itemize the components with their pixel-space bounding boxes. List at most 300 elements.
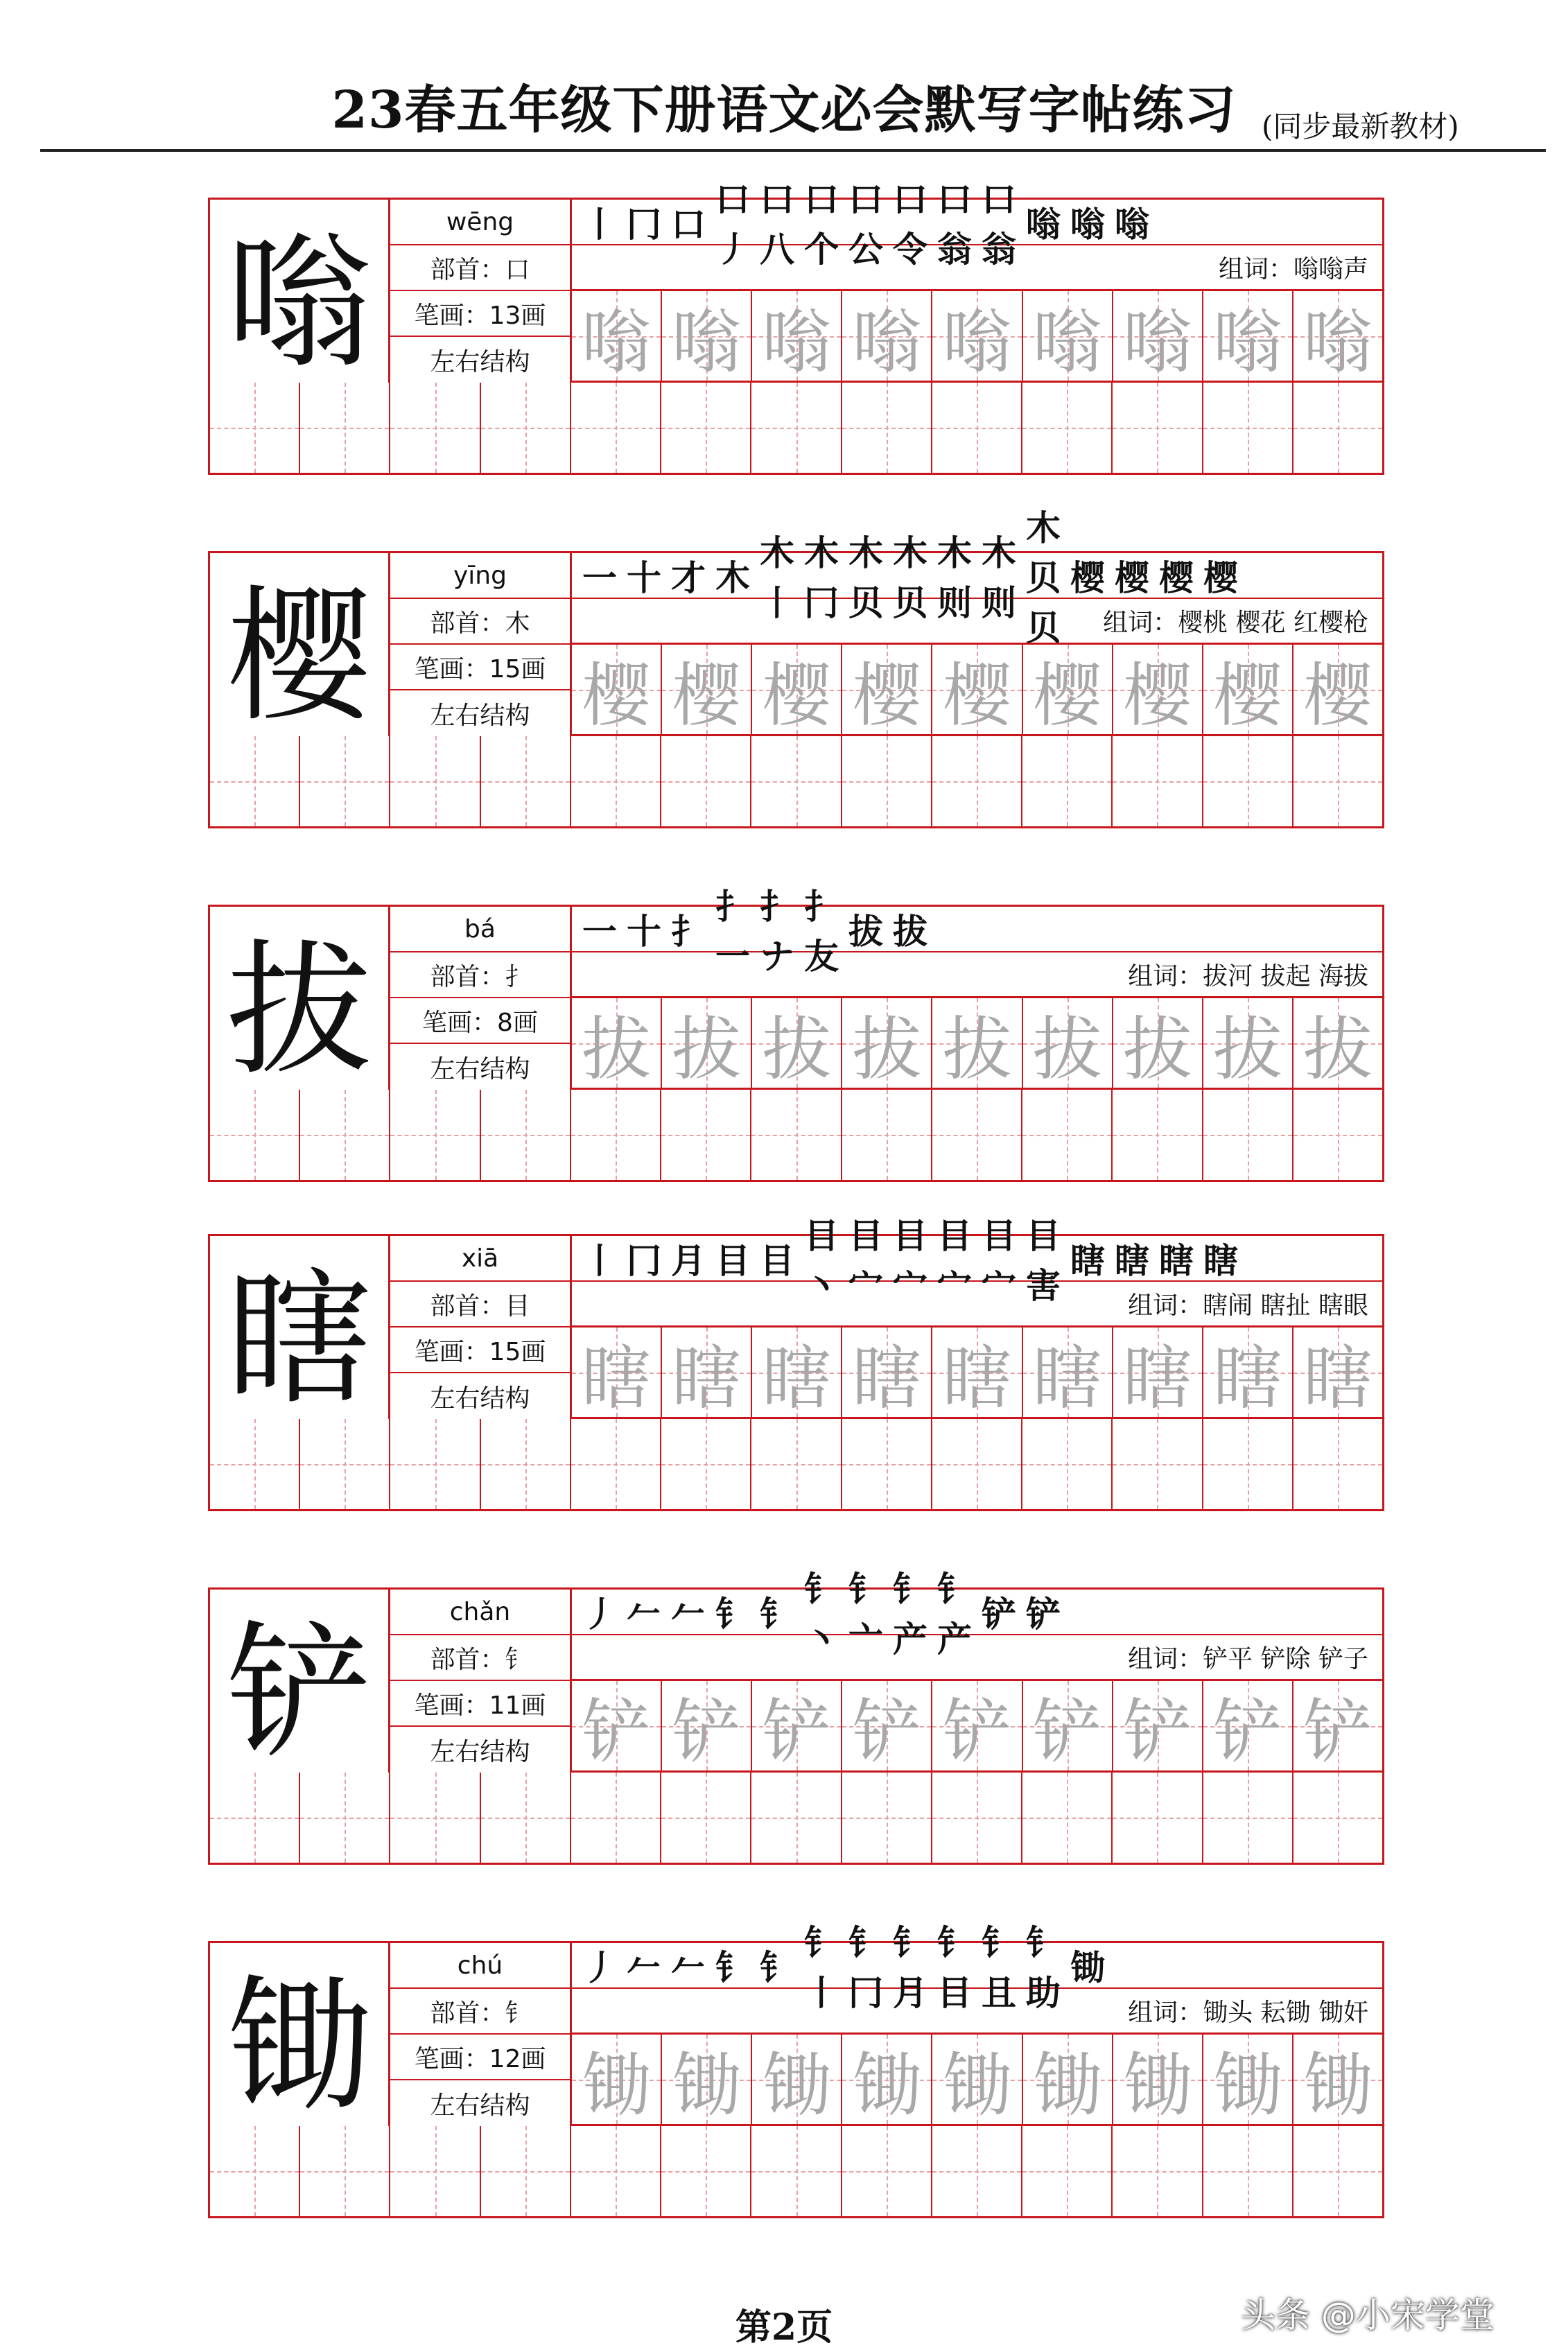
- writing-cell[interactable]: [1292, 736, 1382, 826]
- writing-cell[interactable]: [389, 736, 479, 826]
- writing-cell[interactable]: [210, 383, 299, 473]
- writing-cell[interactable]: [210, 1090, 299, 1180]
- writing-cell[interactable]: [931, 383, 1021, 473]
- writing-cell[interactable]: [1202, 1419, 1292, 1509]
- page-title: 23春五年级下册语文必会默写字帖练习: [331, 80, 1237, 140]
- stroke-step: 一: [582, 912, 617, 952]
- writing-cell[interactable]: [1021, 1419, 1111, 1509]
- writing-cell[interactable]: [1292, 1773, 1382, 1863]
- stroke-step: 口八: [760, 180, 794, 270]
- tracing-row: [572, 1328, 1382, 1419]
- tracing-character: 铲: [1032, 1691, 1102, 1773]
- model-character: 嗡: [210, 200, 390, 383]
- stroke-step: 扌一: [715, 887, 750, 977]
- stroke-step: 钅助: [1026, 1923, 1061, 2013]
- tracing-cell[interactable]: [1202, 291, 1292, 381]
- tracing-cell[interactable]: [751, 1328, 841, 1417]
- stroke-step: 丿: [582, 1948, 617, 1988]
- stroke-step: 木贝贝: [1026, 508, 1061, 648]
- stroke-step: 目宀: [893, 1216, 927, 1306]
- tracing-cell[interactable]: [1202, 998, 1292, 1088]
- tracing-cell[interactable]: [1292, 291, 1382, 381]
- tracing-character: 铲: [852, 1691, 922, 1773]
- stroke-step: 丿: [582, 1594, 617, 1635]
- writing-cell[interactable]: [1202, 1090, 1292, 1180]
- tracing-character: 嗡: [1212, 301, 1282, 383]
- stroke-step: 钅亠: [848, 1569, 883, 1660]
- stroke-step: 目宀: [937, 1216, 972, 1306]
- tracing-cell[interactable]: [841, 645, 931, 734]
- tracing-character: 嗡: [672, 301, 742, 383]
- tracing-cell[interactable]: [841, 2035, 931, 2124]
- writing-cell[interactable]: [841, 736, 931, 826]
- tracing-cell[interactable]: [751, 291, 841, 381]
- tracing-character: 嗡: [942, 301, 1012, 383]
- stroke-step: 冂: [627, 204, 661, 245]
- stroke-step: 樱: [1203, 558, 1238, 598]
- writing-cell[interactable]: [660, 1419, 750, 1509]
- stroke-step: 钅目: [937, 1923, 972, 2013]
- page-number: 第2页: [735, 2306, 833, 2349]
- stroke-step: 钅: [715, 1594, 750, 1635]
- writing-cell[interactable]: [1021, 1090, 1111, 1180]
- practice-block: [208, 1569, 1384, 1865]
- stroke-step: 瞎: [1203, 1241, 1238, 1281]
- tracing-cell[interactable]: [572, 645, 661, 734]
- stroke-step: 瞎: [1070, 1241, 1105, 1281]
- structure-label: 左右结构: [430, 2091, 530, 2120]
- character-info: [390, 1236, 572, 1419]
- structure-label: 左右结构: [430, 1737, 530, 1766]
- tracing-cell[interactable]: [1112, 998, 1202, 1088]
- tracing-character: 瞎: [852, 1337, 922, 1419]
- tracing-cell[interactable]: [661, 645, 751, 734]
- stroke-step: 嗡: [1115, 204, 1149, 245]
- tracing-cell[interactable]: [931, 998, 1021, 1088]
- tracing-row: [572, 1681, 1382, 1773]
- writing-cell[interactable]: [750, 383, 840, 473]
- tracing-cell[interactable]: [1292, 2035, 1382, 2124]
- word-examples: 组词：瞎闹 瞎扯 瞎眼: [572, 1282, 1382, 1328]
- stroke-step: 木则: [937, 533, 972, 623]
- writing-cell[interactable]: [1021, 1773, 1111, 1863]
- tracing-character: 瞎: [582, 1337, 652, 1419]
- writing-cell[interactable]: [299, 1419, 389, 1509]
- tracing-character: 拔: [852, 1008, 922, 1090]
- stroke-count-label: 笔画：8画: [390, 998, 570, 1044]
- tracing-character: 锄: [672, 2044, 742, 2126]
- tracing-character: 瞎: [1212, 1337, 1282, 1419]
- tracing-character: 锄: [1032, 2044, 1102, 2126]
- writing-cell[interactable]: [1111, 2126, 1201, 2216]
- writing-cell[interactable]: [480, 1773, 570, 1863]
- pinyin-label: chǎn: [390, 1590, 570, 1635]
- tracing-cell[interactable]: [572, 2035, 661, 2124]
- writing-cell[interactable]: [841, 1773, 931, 1863]
- writing-cell[interactable]: [1292, 383, 1382, 473]
- radical-label: 部首：目: [390, 1282, 570, 1328]
- writing-cell[interactable]: [1111, 736, 1201, 826]
- writing-cell[interactable]: [660, 1773, 750, 1863]
- writing-cell[interactable]: [1021, 736, 1111, 826]
- model-character: 铲: [210, 1590, 390, 1773]
- stroke-step: 扌友: [804, 887, 839, 977]
- writing-cell[interactable]: [660, 736, 750, 826]
- tracing-row: [572, 2035, 1382, 2126]
- tracing-character: 铲: [1303, 1691, 1373, 1773]
- tracing-cell[interactable]: [572, 998, 661, 1088]
- word-examples: 组词：嗡嗡声: [572, 245, 1382, 291]
- stroke-step: 目: [760, 1241, 794, 1281]
- stroke-count-label: 笔画：15画: [390, 1328, 570, 1373]
- writing-cell[interactable]: [841, 1419, 931, 1509]
- writing-cell[interactable]: [210, 1419, 299, 1509]
- writing-cell[interactable]: [299, 1090, 389, 1180]
- pinyin-label: yīng: [390, 553, 570, 599]
- stroke-step: 钅冂: [848, 1923, 883, 2013]
- tracing-cell[interactable]: [931, 2035, 1021, 2124]
- writing-cell[interactable]: [660, 1090, 750, 1180]
- tracing-cell[interactable]: [1112, 1328, 1202, 1417]
- stroke-step: 拔: [893, 912, 927, 952]
- writing-cell[interactable]: [480, 2126, 570, 2216]
- stroke-step: 𠂉: [627, 1948, 661, 1988]
- tracing-cell[interactable]: [841, 998, 931, 1088]
- tracing-cell[interactable]: [1022, 1681, 1112, 1773]
- stroke-step: 口翁: [937, 180, 972, 270]
- stroke-step: 一: [582, 558, 617, 598]
- tracing-cell[interactable]: [661, 998, 751, 1088]
- writing-cell[interactable]: [1202, 383, 1292, 473]
- tracing-cell[interactable]: [931, 1328, 1021, 1417]
- model-character: 樱: [210, 553, 390, 736]
- writing-cell[interactable]: [570, 1773, 660, 1863]
- writing-cell[interactable]: [299, 383, 389, 473]
- writing-cell[interactable]: [210, 736, 299, 826]
- writing-cell[interactable]: [1111, 1090, 1201, 1180]
- tracing-character: 嗡: [582, 301, 652, 383]
- structure-label: 左右结构: [430, 1384, 530, 1413]
- tracing-cell[interactable]: [572, 1681, 661, 1773]
- page-subtitle: (同步最新教材): [1262, 110, 1459, 143]
- tracing-character: 瞎: [1122, 1337, 1192, 1419]
- stroke-step: 木则: [982, 533, 1016, 623]
- writing-cell[interactable]: [1292, 2126, 1382, 2216]
- practice-block: [208, 1923, 1384, 2218]
- stroke-step: 钅产: [893, 1569, 927, 1660]
- tracing-cell[interactable]: [1112, 1681, 1202, 1773]
- stroke-step: 目宀: [848, 1216, 883, 1306]
- tracing-character: 拔: [1303, 1008, 1373, 1090]
- stroke-step: 钅且: [982, 1923, 1016, 2013]
- stroke-step: 锄: [1070, 1948, 1105, 1988]
- stroke-step: 钅月: [893, 1923, 927, 2013]
- stroke-step: 瞎: [1159, 1241, 1194, 1281]
- tracing-cell[interactable]: [1292, 1328, 1382, 1417]
- practice-block: [208, 1216, 1384, 1511]
- stroke-step: 口: [671, 204, 706, 245]
- tracing-character: 樱: [1212, 654, 1282, 736]
- writing-cell[interactable]: [750, 2126, 840, 2216]
- stroke-step: 口个: [804, 180, 839, 270]
- blank-writing-row: [210, 1773, 1382, 1863]
- stroke-step: 𠂉: [627, 1594, 661, 1635]
- stroke-step: 目: [715, 1241, 750, 1281]
- writing-cell[interactable]: [210, 1773, 299, 1863]
- writing-cell[interactable]: [1202, 1773, 1292, 1863]
- stroke-step: 拔: [848, 912, 883, 952]
- structure-label: 左右结构: [430, 1054, 530, 1083]
- stroke-step: 十: [627, 912, 661, 952]
- writing-cell[interactable]: [750, 1419, 840, 1509]
- tracing-cell[interactable]: [1202, 2035, 1292, 2124]
- writing-cell[interactable]: [1202, 2126, 1292, 2216]
- tracing-cell[interactable]: [1112, 2035, 1202, 2124]
- stroke-step: 铲: [982, 1594, 1016, 1635]
- character-info: [390, 553, 572, 736]
- writing-cell[interactable]: [931, 2126, 1021, 2216]
- practice-block: [208, 508, 1384, 828]
- tracing-cell[interactable]: [1112, 645, 1202, 734]
- tracing-character: 铲: [672, 1691, 742, 1773]
- stroke-step: 瞎: [1115, 1241, 1149, 1281]
- stroke-step: 才: [671, 558, 706, 598]
- tracing-character: 嗡: [852, 301, 922, 383]
- writing-cell[interactable]: [1021, 2126, 1111, 2216]
- stroke-step: 丨: [582, 204, 617, 245]
- writing-cell[interactable]: [299, 1773, 389, 1863]
- tracing-character: 拔: [582, 1008, 652, 1090]
- tracing-character: 铲: [1122, 1691, 1192, 1773]
- tracing-cell[interactable]: [1022, 1328, 1112, 1417]
- writing-cell[interactable]: [570, 736, 660, 826]
- radical-label: 部首：钅: [390, 1635, 570, 1681]
- tracing-cell[interactable]: [1022, 645, 1112, 734]
- tracing-cell[interactable]: [1112, 291, 1202, 381]
- stroke-step: 钅丶: [804, 1569, 839, 1660]
- stroke-step: 铲: [1026, 1594, 1061, 1635]
- writing-cell[interactable]: [1021, 383, 1111, 473]
- writing-cell[interactable]: [750, 1090, 840, 1180]
- blank-writing-row: [210, 383, 1382, 473]
- model-character: 锄: [210, 1943, 390, 2126]
- tracing-character: 拔: [942, 1008, 1012, 1090]
- stroke-count-label: 笔画：11画: [390, 1681, 570, 1727]
- tracing-character: 嗡: [1122, 301, 1192, 383]
- stroke-step: 钅丨: [804, 1923, 839, 2013]
- tracing-character: 瞎: [942, 1337, 1012, 1419]
- tracing-character: 樱: [1122, 654, 1192, 736]
- tracing-character: 拔: [672, 1008, 742, 1090]
- tracing-character: 嗡: [1032, 301, 1102, 383]
- writing-cell[interactable]: [931, 1090, 1021, 1180]
- writing-cell[interactable]: [389, 1090, 479, 1180]
- tracing-cell[interactable]: [841, 1681, 931, 1773]
- stroke-step: 嗡: [1070, 204, 1105, 245]
- tracing-character: 锄: [762, 2044, 832, 2126]
- tracing-character: 嗡: [762, 301, 832, 383]
- tracing-cell[interactable]: [572, 1328, 661, 1417]
- word-examples: 组词：锄头 耘锄 锄奸: [572, 1989, 1382, 2035]
- writing-cell[interactable]: [480, 736, 570, 826]
- writing-cell[interactable]: [299, 2126, 389, 2216]
- tracing-cell[interactable]: [661, 291, 751, 381]
- tracing-cell[interactable]: [931, 1681, 1021, 1773]
- writing-cell[interactable]: [1111, 1419, 1201, 1509]
- tracing-cell[interactable]: [931, 291, 1021, 381]
- watermark: 头条 @小宋学堂: [1241, 2295, 1495, 2335]
- stroke-step: 口公: [848, 180, 883, 270]
- stroke-step: 嗡: [1026, 204, 1061, 245]
- tracing-character: 铲: [942, 1691, 1012, 1773]
- tracing-cell[interactable]: [1022, 2035, 1112, 2124]
- writing-cell[interactable]: [1111, 1773, 1201, 1863]
- tracing-character: 樱: [762, 654, 832, 736]
- writing-cell[interactable]: [570, 2126, 660, 2216]
- stroke-step: 樱: [1070, 558, 1105, 598]
- character-info: [390, 1943, 572, 2126]
- pinyin-label: xiā: [390, 1236, 570, 1282]
- tracing-cell[interactable]: [661, 1328, 751, 1417]
- tracing-cell[interactable]: [841, 291, 931, 381]
- stroke-step: 木丨: [760, 533, 794, 623]
- tracing-character: 嗡: [1303, 301, 1373, 383]
- writing-cell[interactable]: [570, 1419, 660, 1509]
- tracing-row: [572, 645, 1382, 736]
- stroke-step: 口丿: [715, 180, 750, 270]
- tracing-character: 樱: [942, 654, 1012, 736]
- tracing-cell[interactable]: [1292, 645, 1382, 734]
- tracing-character: 拔: [1122, 1008, 1192, 1090]
- writing-cell[interactable]: [389, 1419, 479, 1509]
- writing-cell[interactable]: [480, 1090, 570, 1180]
- writing-cell[interactable]: [750, 736, 840, 826]
- stroke-step: 樱: [1159, 558, 1194, 598]
- stroke-step: 扌: [671, 912, 706, 952]
- writing-cell[interactable]: [841, 1090, 931, 1180]
- writing-cell[interactable]: [1292, 1090, 1382, 1180]
- radical-label: 部首：口: [390, 245, 570, 291]
- tracing-character: 锄: [582, 2044, 652, 2126]
- blank-writing-row: [210, 2126, 1382, 2216]
- tracing-character: 锄: [942, 2044, 1012, 2126]
- tracing-cell[interactable]: [751, 998, 841, 1088]
- tracing-cell[interactable]: [751, 645, 841, 734]
- tracing-cell[interactable]: [931, 645, 1021, 734]
- tracing-character: 铲: [762, 1691, 832, 1773]
- tracing-row: [572, 291, 1382, 383]
- stroke-step: 木: [715, 558, 750, 598]
- writing-cell[interactable]: [931, 1419, 1021, 1509]
- writing-cell[interactable]: [931, 736, 1021, 826]
- model-character: 拔: [210, 907, 390, 1090]
- stroke-step: 扌ナ: [760, 887, 794, 977]
- tracing-character: 瞎: [1303, 1337, 1373, 1419]
- word-examples: 组词：拔河 拔起 海拔: [572, 952, 1382, 998]
- tracing-cell[interactable]: [1292, 998, 1382, 1088]
- blank-writing-row: [210, 1419, 1382, 1509]
- structure-label: 左右结构: [430, 701, 530, 730]
- writing-cell[interactable]: [660, 2126, 750, 2216]
- tracing-character: 瞎: [1032, 1337, 1102, 1419]
- tracing-cell[interactable]: [1022, 998, 1112, 1088]
- blank-writing-row: [210, 1090, 1382, 1180]
- writing-cell[interactable]: [480, 383, 570, 473]
- structure-label: 左右结构: [430, 347, 530, 376]
- tracing-cell[interactable]: [661, 1681, 751, 1773]
- tracing-cell[interactable]: [1022, 291, 1112, 381]
- stroke-step: 口令: [893, 180, 927, 270]
- writing-cell[interactable]: [1292, 1419, 1382, 1509]
- tracing-character: 樱: [1303, 654, 1373, 736]
- tracing-cell[interactable]: [1292, 1681, 1382, 1773]
- writing-cell[interactable]: [660, 383, 750, 473]
- writing-cell[interactable]: [1202, 736, 1292, 826]
- tracing-cell[interactable]: [1202, 1681, 1292, 1773]
- tracing-cell[interactable]: [661, 2035, 751, 2124]
- writing-cell[interactable]: [389, 2126, 479, 2216]
- model-character: 瞎: [210, 1236, 390, 1419]
- tracing-character: 锄: [852, 2044, 922, 2126]
- stroke-step: 口翁: [982, 180, 1016, 270]
- stroke-step: 钅: [760, 1948, 794, 1988]
- writing-cell[interactable]: [1111, 383, 1201, 473]
- tracing-row: [572, 998, 1382, 1090]
- writing-cell[interactable]: [841, 2126, 931, 2216]
- tracing-character: 铲: [1212, 1691, 1282, 1773]
- stroke-count-label: 笔画：13画: [390, 291, 570, 337]
- tracing-cell[interactable]: [1202, 645, 1292, 734]
- tracing-cell[interactable]: [751, 1681, 841, 1773]
- stroke-step: 月: [671, 1241, 706, 1281]
- writing-cell[interactable]: [931, 1773, 1021, 1863]
- writing-cell[interactable]: [750, 1773, 840, 1863]
- word-examples: 组词：铲平 铲除 铲子: [572, 1635, 1382, 1681]
- stroke-step: 丨: [582, 1241, 617, 1281]
- tracing-character: 锄: [1303, 2044, 1373, 2126]
- stroke-count-label: 笔画：15画: [390, 645, 570, 690]
- tracing-character: 樱: [852, 654, 922, 736]
- stroke-step: 木贝: [848, 533, 883, 623]
- writing-cell[interactable]: [389, 383, 479, 473]
- tracing-cell[interactable]: [751, 2035, 841, 2124]
- writing-cell[interactable]: [480, 1419, 570, 1509]
- stroke-step: 冂: [627, 1241, 661, 1281]
- stroke-step: 目宀: [982, 1216, 1016, 1306]
- writing-cell[interactable]: [299, 736, 389, 826]
- tracing-character: 樱: [672, 654, 742, 736]
- writing-cell[interactable]: [210, 2126, 299, 2216]
- stroke-step: 樱: [1115, 558, 1149, 598]
- writing-cell[interactable]: [841, 383, 931, 473]
- practice-block: [208, 887, 1384, 1182]
- tracing-character: 樱: [582, 654, 652, 736]
- radical-label: 部首：扌: [390, 952, 570, 998]
- tracing-character: 锄: [1212, 2044, 1282, 2126]
- blank-writing-row: [210, 736, 1382, 826]
- writing-cell[interactable]: [570, 1090, 660, 1180]
- stroke-step: 木贝: [893, 533, 927, 623]
- writing-cell[interactable]: [389, 1773, 479, 1863]
- practice-block: [208, 180, 1384, 475]
- word-examples: 组词：樱桃 樱花 红樱枪: [572, 599, 1382, 645]
- tracing-cell[interactable]: [572, 291, 661, 381]
- tracing-cell[interactable]: [1202, 1328, 1292, 1417]
- writing-cell[interactable]: [570, 383, 660, 473]
- stroke-step: 十: [627, 558, 661, 598]
- stroke-step: 钅: [760, 1594, 794, 1635]
- tracing-cell[interactable]: [841, 1328, 931, 1417]
